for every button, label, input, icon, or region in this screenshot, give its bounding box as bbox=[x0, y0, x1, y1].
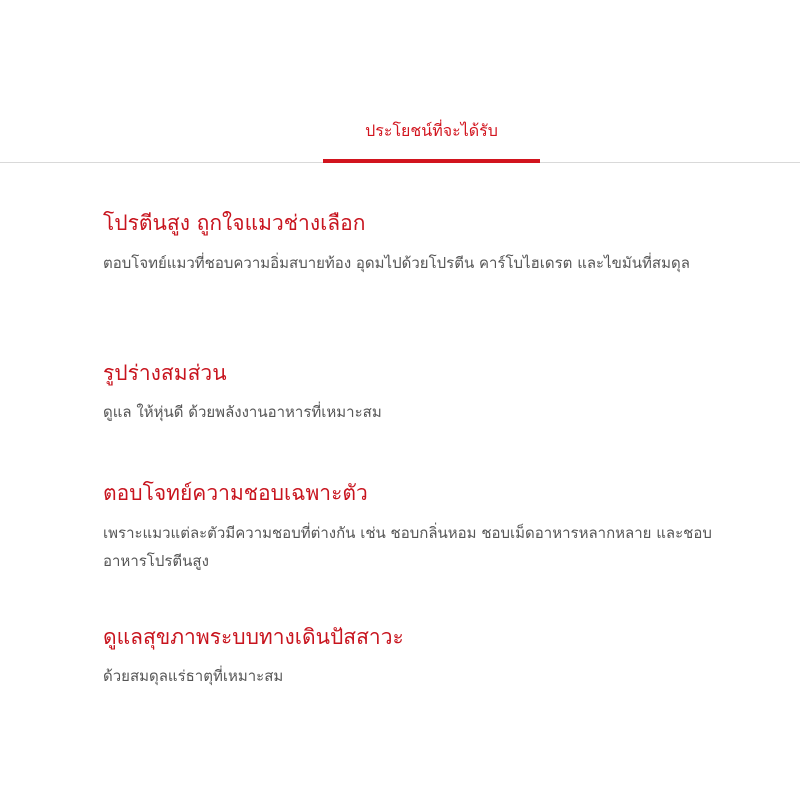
tab-benefits[interactable] bbox=[323, 112, 540, 162]
tab-bar bbox=[0, 112, 800, 163]
benefit-description: ด้วยสมดุลแร่ธาตุที่เหมาะสม bbox=[103, 667, 284, 685]
active-tab-indicator bbox=[323, 159, 540, 163]
benefit-item-preferences bbox=[103, 478, 743, 575]
benefit-title: ตอบโจทย์ความชอบเฉพาะตัว bbox=[103, 481, 368, 505]
benefit-title: ดูแลสุขภาพระบบทางเดินปัสสาวะ bbox=[103, 625, 404, 649]
benefit-item-urinary-health bbox=[103, 622, 743, 690]
benefit-description: ตอบโจทย์แมวที่ชอบความอิ่มสบายท้อง อุดมไปด้วยโปรตีน คาร์โบไฮเดรต และไขมันที่สมดุล bbox=[103, 254, 690, 272]
benefit-description: เพราะแมวแต่ละตัวมีความชอบที่ต่างกัน เช่น ชอบกลิ่นหอม ชอบเม็ดอาหารหลากหลาย และชอบอาหารโปรตีนสูง bbox=[103, 524, 712, 570]
benefit-item-body-shape bbox=[103, 358, 743, 426]
benefit-title: โปรตีนสูง ถูกใจแมวช่างเลือก bbox=[103, 211, 366, 235]
benefit-item-high-protein bbox=[103, 208, 743, 277]
tab-benefits-label: ประโยชน์ที่จะได้รับ bbox=[365, 121, 498, 140]
benefit-description: ดูแล ให้หุ่นดี ด้วยพลังงานอาหารที่เหมาะสม bbox=[103, 403, 382, 421]
benefit-title: รูปร่างสมส่วน bbox=[103, 361, 227, 385]
